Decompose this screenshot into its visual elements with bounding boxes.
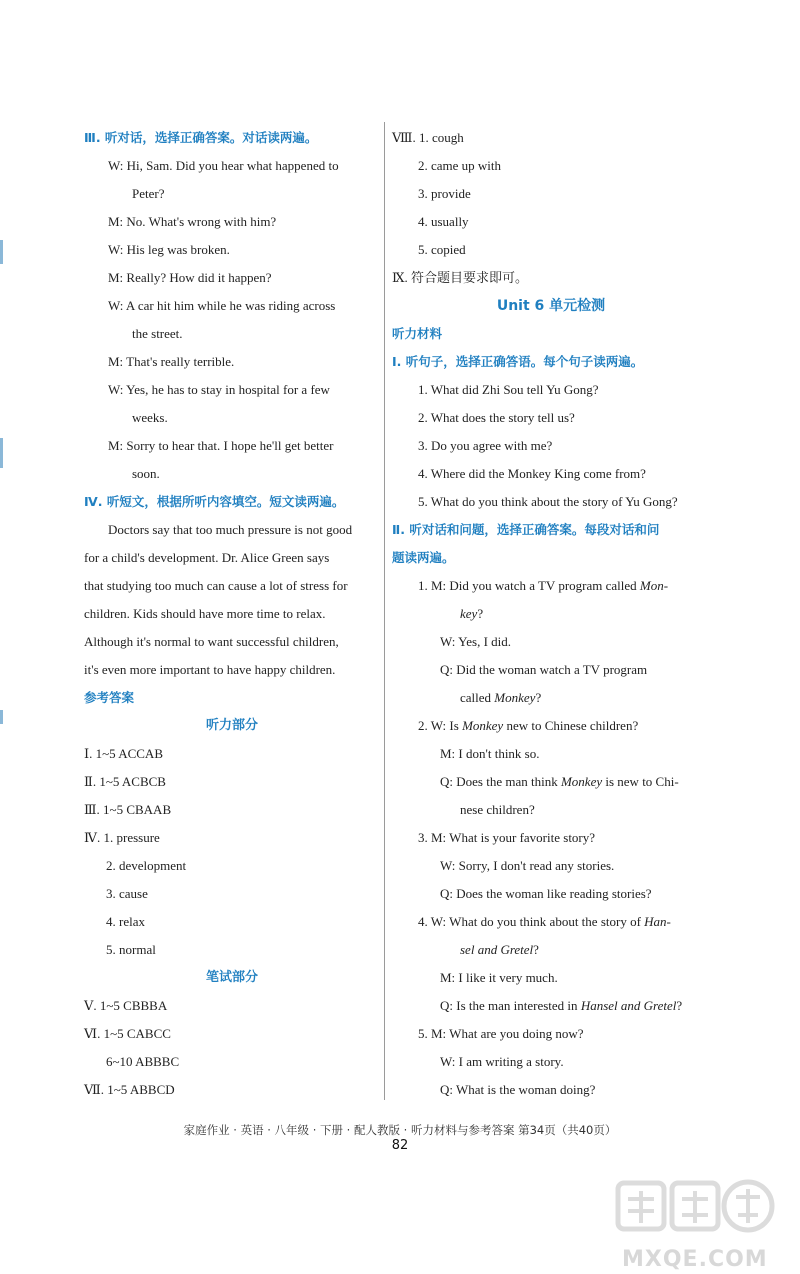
answer-line: Ⅲ. 1~5 CBAAB [84,802,172,817]
dialog-line: called Monkey? [460,690,542,705]
edge-mark [0,710,3,724]
answer-line: 3. cause [106,886,148,901]
page-footer: 家庭作业 · 英语 · 八年级 · 下册 · 配人教版 · 听力材料与参考答案 第34页（共40页） [183,1123,617,1137]
passage-line: Doctors say that too much pressure is not good [108,522,353,537]
listening-part-title: 听力部分 [205,718,258,733]
unit-title: Unit 6 单元检测 [496,298,606,314]
dialog-line: W: Yes, he has to stay in hospital for a few [108,382,330,397]
dialog-line: sel and Gretel? [460,942,539,957]
dialog-line: W: A car hit him while he was riding across [108,298,336,313]
answer-line: Ⅱ. 1~5 ACBCB [84,774,166,789]
dialog-line: M: Really? How did it happen? [108,270,272,285]
answer-line: Ⅴ. 1~5 CBBBA [84,998,168,1013]
passage-line: it's even more important to have happy children. [84,662,336,677]
passage-line: that studying too much can cause a lot of stress for [84,578,348,593]
passage-line: for a child's development. Dr. Alice Green says [84,550,330,565]
section-2-heading: Ⅱ. 听对话和问题，选择正确答案。每段对话和问 [392,522,660,537]
dialog-line: M: I like it very much. [440,970,558,985]
dialog-line: the street. [132,326,183,341]
answer-line: 5. copied [418,242,466,257]
dialog-line: W: Sorry, I don't read any stories. [440,858,615,873]
answer-line: Ⅵ. 1~5 CABCC [84,1026,171,1041]
section-3-heading: Ⅲ. 听对话，选择正确答案。对话读两遍。 [84,130,318,145]
answer-line: 6~10 ABBBC [106,1054,180,1069]
dialog-line: W: I am writing a story. [440,1054,564,1069]
materials-heading: 听力材料 [392,326,443,341]
passage-line: children. Kids should have more time to relax. [84,606,326,621]
dialog-line: Q: Did the woman watch a TV program [440,662,648,677]
section-4-heading: Ⅳ. 听短文，根据所听内容填空。短文读两遍。 [84,494,345,509]
question-line: 1. What did Zhi Sou tell Yu Gong? [418,382,599,397]
answer-line: 4. usually [418,214,469,229]
edge-mark [0,240,3,264]
question-line: 5. What do you think about the story of Yu Gong? [418,494,678,509]
dialog-line: key? [460,606,484,621]
dialog-line: W: Hi, Sam. Did you hear what happened to [108,158,339,173]
dialog-line: Peter? [132,186,165,201]
dialog-line: M: Sorry to hear that. I hope he'll get better [108,438,334,453]
answer-line: Ⅰ. 1~5 ACCAB [84,746,163,761]
dialog-line: Q: Is the man interested in Hansel and Gretel? [440,998,683,1013]
column-divider [384,122,385,1100]
watermark-text: MXQE.COM [622,1247,768,1272]
dialog-line: 2. W: Is Monkey new to Chinese children? [418,718,639,733]
dialog-line: 3. M: What is your favorite story? [418,830,596,845]
answers-heading: 参考答案 [84,690,135,705]
section-1-heading: Ⅰ. 听句子，选择正确答语。每个句子读两遍。 [392,354,644,369]
answer-line: Ⅸ. 符合题目要求即可。 [392,270,529,285]
answer-line: 2. came up with [418,158,502,173]
dialog-line: nese children? [460,802,535,817]
answer-line: 3. provide [418,186,471,201]
dialog-line: M: No. What's wrong with him? [108,214,277,229]
edge-mark [0,438,3,468]
dialog-line: Q: Does the man think Monkey is new to Chi- [440,774,679,789]
answer-line: 2. development [106,858,187,873]
dialog-line: Q: Does the woman like reading stories? [440,886,652,901]
page-number: 82 [391,1138,409,1153]
dialog-line: 1. M: Did you watch a TV program called Mon- [418,578,669,593]
dialog-line: M: I don't think so. [440,746,540,761]
answer-line: 4. relax [106,914,145,929]
question-line: 4. Where did the Monkey King come from? [418,466,646,481]
written-part-title: 笔试部分 [205,970,258,985]
dialog-line: W: His leg was broken. [108,242,230,257]
question-line: 2. What does the story tell us? [418,410,575,425]
answer-line: Ⅷ. 1. cough [392,130,464,145]
answer-line: 5. normal [106,942,156,957]
passage-line: Although it's normal to want successful children, [84,634,339,649]
dialog-line: 5. M: What are you doing now? [418,1026,584,1041]
dialog-line: M: That's really terrible. [108,354,235,369]
dialog-line: soon. [132,466,160,481]
section-2-heading-cont: 题读两遍。 [392,550,455,565]
dialog-line: Q: What is the woman doing? [440,1082,596,1097]
dialog-line: 4. W: What do you think about the story of Han- [418,914,671,929]
dialog-line: W: Yes, I did. [440,634,512,649]
dialog-line: weeks. [132,410,168,425]
answer-line: Ⅳ. 1. pressure [84,830,160,845]
answer-line: Ⅶ. 1~5 ABBCD [84,1082,175,1097]
question-line: 3. Do you agree with me? [418,438,553,453]
